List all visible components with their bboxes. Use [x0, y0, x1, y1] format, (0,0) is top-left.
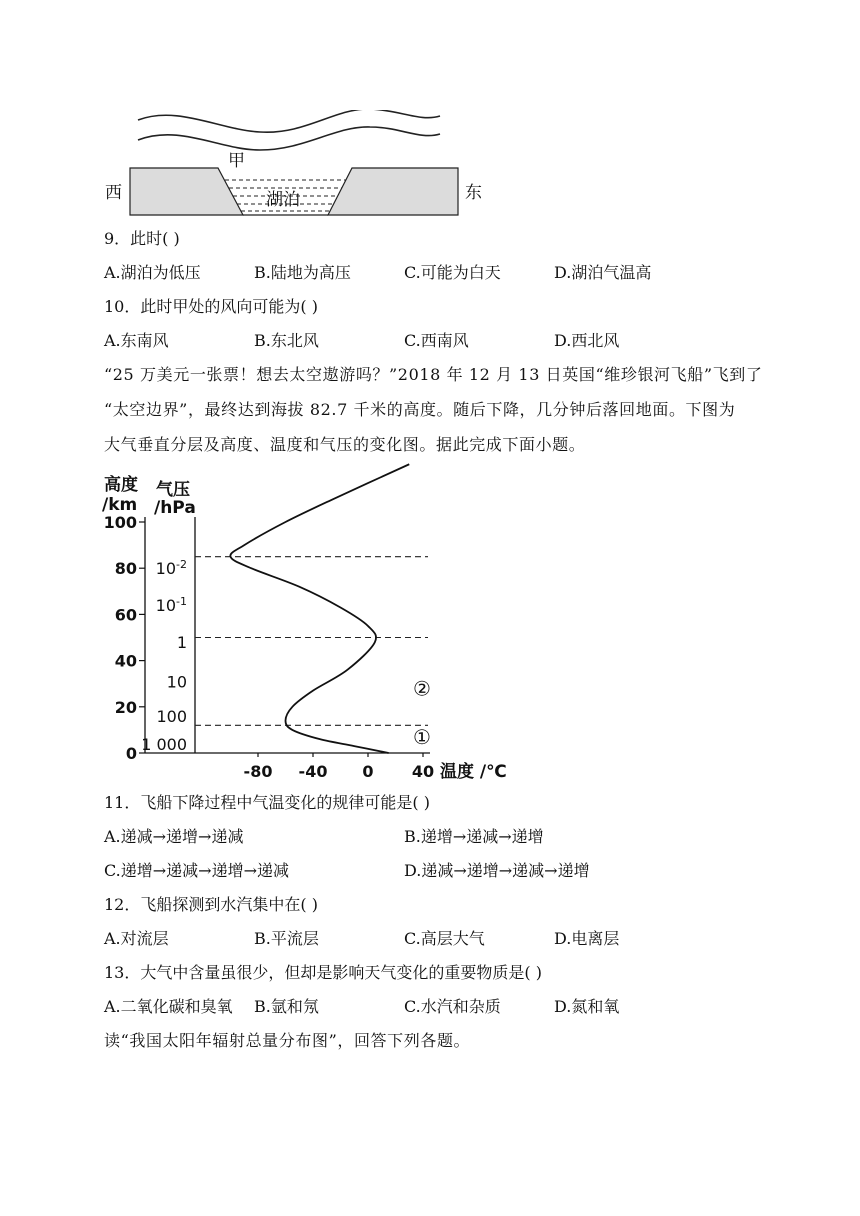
pressure-tick-label: 100	[156, 707, 187, 727]
height-axis-unit: /km	[102, 495, 138, 515]
q12-option-b[interactable]: B.平流层	[254, 929, 319, 948]
lake-label: 湖泊	[266, 190, 300, 210]
q13-option-b[interactable]: B.氩和氖	[254, 997, 319, 1016]
question-9-stem: 9．此时( )	[104, 229, 180, 248]
pressure-tick-label: 1 000	[141, 734, 187, 754]
pressure-tick-label: $10^{-2}$	[155, 558, 187, 579]
q9-option-c[interactable]: C.可能为白天	[404, 263, 501, 282]
label-west: 西	[105, 183, 122, 203]
intro-line-3: 大气垂直分层及高度、温度和气压的变化图。据此完成下面小题。	[104, 435, 586, 454]
label-east: 东	[465, 183, 482, 203]
temperature-axis-title: 温度 /℃	[440, 762, 507, 782]
height-tick-label: 100	[103, 513, 137, 532]
height-tick-label: 20	[114, 697, 137, 717]
next-section-intro: 读“我国太阳年辐射总量分布图”，回答下列各题。	[104, 1031, 471, 1050]
q12-option-c[interactable]: C.高层大气	[404, 929, 485, 948]
q9-option-b[interactable]: B.陆地为高压	[254, 263, 351, 282]
label-jia: 甲	[228, 151, 245, 171]
pressure-tick-label: 10	[166, 672, 187, 692]
temperature-curve	[230, 464, 409, 753]
pressure-tick-label: 1	[176, 633, 187, 653]
pressure-tick-label: $10^{-1}$	[155, 595, 187, 616]
temperature-tick-label: 40	[411, 762, 435, 781]
lake-diagram	[100, 110, 500, 222]
q13-option-a[interactable]: A.二氧化碳和臭氧	[104, 997, 233, 1016]
question-13-stem: 13．大气中含量虽很少，但却是影响天气变化的重要物质是( )	[104, 963, 542, 982]
question-10-stem: 10．此时甲处的风向可能为( )	[104, 297, 318, 316]
height-tick-label: 40	[114, 651, 137, 671]
pressure-axis-title: 气压	[156, 480, 190, 500]
q13-option-c[interactable]: C.水汽和杂质	[404, 997, 501, 1016]
q9-option-d[interactable]: D.湖泊气温高	[554, 263, 652, 282]
temperature-tick-label: -40	[298, 762, 328, 781]
question-12-stem: 12．飞船探测到水汽集中在( )	[104, 895, 318, 914]
isobar-upper	[138, 110, 440, 132]
layer-label: ②	[413, 676, 431, 701]
q11-option-a[interactable]: A.递减→递增→递减	[104, 827, 244, 846]
land-block	[130, 168, 243, 215]
height-axis-title: 高度	[104, 475, 138, 495]
q11-option-c[interactable]: C.递增→递减→递增→递减	[104, 861, 289, 880]
q10-option-d[interactable]: D.西北风	[554, 331, 620, 350]
land-block	[328, 168, 458, 215]
height-tick-label: 80	[114, 559, 137, 579]
height-tick-label: 60	[114, 605, 137, 625]
layer-label: ①	[413, 724, 431, 749]
q13-option-d[interactable]: D.氮和氧	[554, 997, 620, 1016]
q12-option-a[interactable]: A.对流层	[104, 929, 169, 948]
temperature-tick-label: 0	[362, 762, 374, 781]
pressure-axis-unit: /hPa	[154, 498, 196, 518]
q10-option-c[interactable]: C.西南风	[404, 331, 469, 350]
temperature-tick-label: -80	[243, 762, 273, 781]
q10-option-a[interactable]: A.东南风	[104, 331, 169, 350]
q10-option-b[interactable]: B.东北风	[254, 331, 319, 350]
intro-line-2: “太空边界”，最终达到海拔 82.7 千米的高度。随后下降，几分钟后落回地面。下图为	[104, 400, 736, 419]
atmosphere-chart	[100, 435, 520, 785]
question-11-stem: 11．飞船下降过程中气温变化的规律可能是( )	[104, 793, 430, 812]
intro-line-1: “25 万美元一张票！想去太空遨游吗？”2018 年 12 月 13 日英国“维珍银河飞船”飞到了	[104, 365, 763, 384]
height-tick-label: 0	[125, 744, 137, 763]
q11-option-d[interactable]: D.递减→递增→递减→递增	[404, 861, 590, 880]
q11-option-b[interactable]: B.递增→递减→递增	[404, 827, 544, 846]
q12-option-d[interactable]: D.电离层	[554, 929, 620, 948]
q9-option-a[interactable]: A.湖泊为低压	[104, 263, 201, 282]
